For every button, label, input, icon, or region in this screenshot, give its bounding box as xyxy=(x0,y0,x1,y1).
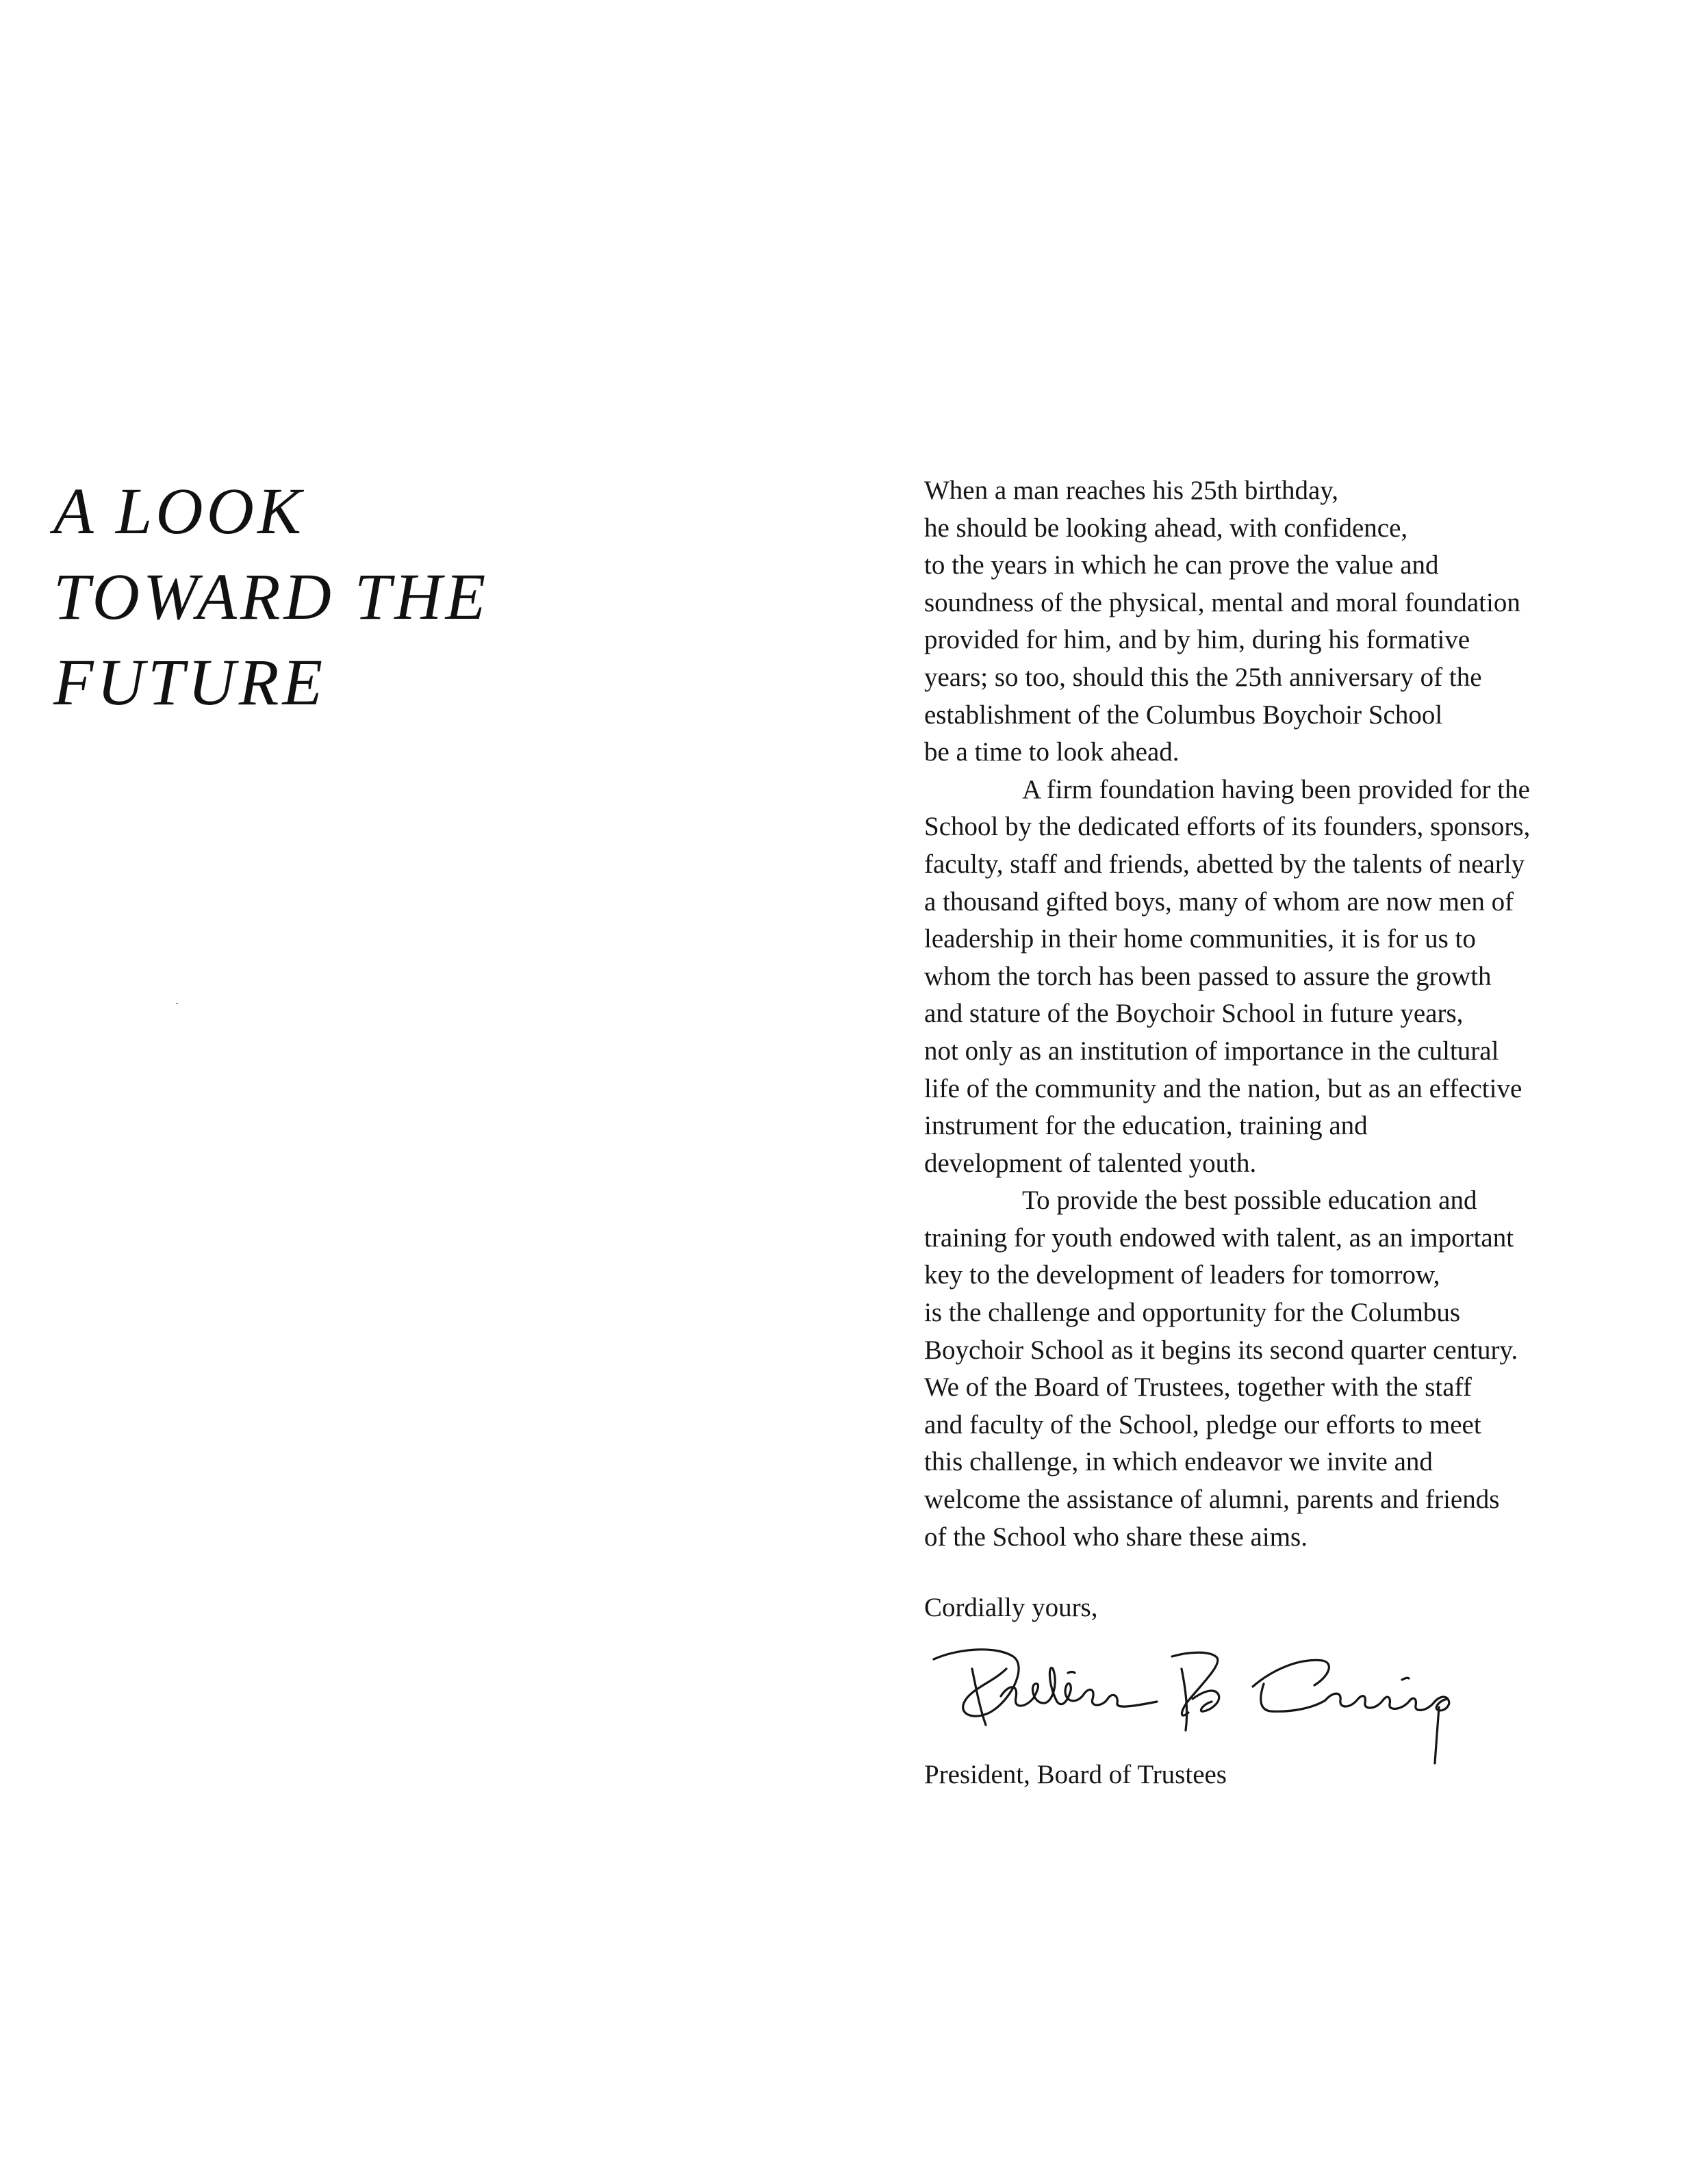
letter-line: life of the community and the nation, but as an effective xyxy=(924,1073,1522,1103)
letter-line: Boychoir School as it begins its second quarter century. xyxy=(924,1335,1518,1365)
letter-line: welcome the assistance of alumni, parents and friends xyxy=(924,1485,1500,1515)
letter-line: be a time to look ahead. xyxy=(924,737,1180,767)
letter-line: provided for him, and by him, during his formative xyxy=(924,625,1470,655)
letter-line: To provide the best possible education and xyxy=(1022,1186,1477,1216)
letter-line: not only as an institution of importance in the cultural xyxy=(924,1036,1499,1066)
letter-line: whom the torch has been passed to assure the growth xyxy=(924,961,1492,991)
letter-line: to the years in which he can prove the value and xyxy=(924,550,1439,580)
signer-title: President, Board of Trustees xyxy=(924,1760,1227,1789)
letter-line: and stature of the Boychoir School in future years, xyxy=(924,999,1464,1029)
letter-line: When a man reaches his 25th birthday, xyxy=(924,476,1339,505)
letter-line: A firm foundation having been provided for the xyxy=(1022,774,1530,804)
letter-line: of the School who share these aims. xyxy=(924,1522,1308,1552)
closing-salutation: Cordially yours, xyxy=(924,1593,1098,1622)
letter-line: key to the development of leaders for tomorrow, xyxy=(924,1260,1440,1290)
letter-line: leadership in their home communities, it is for us to xyxy=(924,924,1476,954)
letter-line: he should be looking ahead, with confidence, xyxy=(924,513,1408,543)
letter-line: We of the Board of Trustees, together with the staff xyxy=(924,1372,1472,1403)
letter-body xyxy=(924,472,1684,1556)
letter-line: development of talented youth. xyxy=(924,1148,1257,1178)
letter-line: instrument for the education, training and xyxy=(924,1111,1368,1141)
letter-line: years; so too, should this the 25th anniversary of the xyxy=(924,662,1482,692)
letter-line: School by the dedicated efforts of its founders, sponsors, xyxy=(924,812,1531,842)
title-line: FUTURE xyxy=(53,645,326,719)
letter-line: and faculty of the School, pledge our efforts to meet xyxy=(924,1409,1481,1439)
letter-line: faculty, staff and friends, abetted by the talents of nearly xyxy=(924,849,1525,879)
title-line: TOWARD THE xyxy=(53,560,489,633)
letter-line: this challenge, in which endeavor we invite and xyxy=(924,1447,1433,1477)
letter-line: training for youth endowed with talent, as an important xyxy=(924,1223,1514,1253)
title-line: A LOOK xyxy=(53,474,305,548)
letter-line: establishment of the Columbus Boychoir School xyxy=(924,700,1443,730)
letter-line: a thousand gifted boys, many of whom are now men of xyxy=(924,886,1514,917)
scan-speck xyxy=(176,1003,178,1004)
letter-line: soundness of the physical, mental and moral foundation xyxy=(924,587,1520,617)
letter-line: is the challenge and opportunity for the Columbus xyxy=(924,1298,1461,1328)
page-title xyxy=(53,468,489,725)
